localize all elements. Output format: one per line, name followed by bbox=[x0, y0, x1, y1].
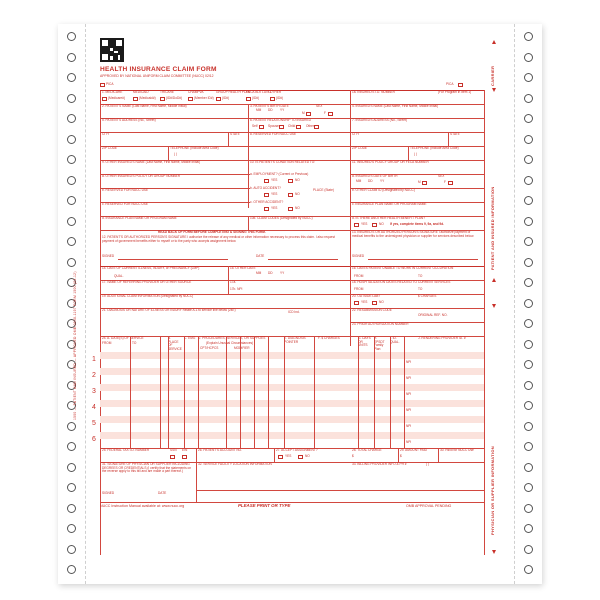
b1-champva-sub: (Member ID#) bbox=[194, 96, 214, 100]
service-column-divider bbox=[254, 336, 255, 448]
service-line-npi: NPI bbox=[406, 440, 412, 444]
b1-tricare: TRICARE bbox=[160, 90, 174, 94]
form-title: HEALTH INSURANCE CLAIM FORM bbox=[100, 66, 217, 73]
b32-divider bbox=[196, 462, 197, 502]
b13-sign-line[interactable] bbox=[368, 259, 478, 260]
tel-label-left: TELEPHONE (Include Area Code) bbox=[170, 146, 219, 150]
tractor-hole bbox=[524, 135, 533, 144]
b30-divider bbox=[438, 448, 439, 462]
tractor-hole bbox=[524, 545, 533, 554]
tractor-hole bbox=[67, 504, 76, 513]
tractor-hole bbox=[67, 94, 76, 103]
b1-tricare-sub: (ID#/DoD#) bbox=[166, 96, 183, 100]
b24i-label: I. ID. QUAL. bbox=[390, 336, 400, 344]
tractor-hole bbox=[524, 381, 533, 390]
tractor-hole bbox=[524, 73, 533, 82]
b12-date-line[interactable] bbox=[268, 259, 338, 260]
tractor-hole bbox=[524, 504, 533, 513]
b13-label: 13. INSURED'S OR AUTHORIZED PERSON'S SIGNATURE I authorize payment of medical benefits to the undersigned physician or supplier for services described below. bbox=[352, 230, 475, 238]
tractor-strip-right bbox=[514, 24, 542, 584]
b24j-label: J. RENDERING PROVIDER ID. # bbox=[418, 336, 466, 340]
service-column-divider bbox=[226, 336, 227, 448]
state-label-right: STATE bbox=[450, 132, 460, 136]
service-column-divider bbox=[240, 336, 241, 448]
tel-divider-left bbox=[168, 146, 169, 160]
b3-sex: SEX bbox=[316, 104, 323, 108]
tractor-hole bbox=[524, 196, 533, 205]
b17a-divider bbox=[228, 280, 229, 294]
b30-label: 30. Rsvd for NUCC Use bbox=[440, 448, 474, 452]
b24e-label: E. DIAGNOSIS POINTER bbox=[284, 336, 306, 344]
b15-yy: YY bbox=[280, 271, 285, 275]
tractor-hole bbox=[67, 114, 76, 123]
line-32a bbox=[196, 490, 484, 491]
b10b-label: b. AUTO ACCIDENT? bbox=[250, 186, 281, 190]
b24a-label: 24. A. DATE(S) OF SERVICE bbox=[102, 336, 144, 340]
b13-signed: SIGNED bbox=[352, 254, 365, 258]
b9-label: 9. OTHER INSURED'S NAME (Last Name, First Name, Middle Initial) bbox=[102, 160, 201, 164]
b1-medicare-sub: (Medicare#) bbox=[108, 96, 126, 100]
b10-label: 10. IS PATIENT'S CONDITION RELATED TO: bbox=[250, 160, 316, 164]
service-line-shaded bbox=[100, 352, 484, 359]
b12-date: DATE bbox=[256, 254, 265, 258]
b10c-yes: YES bbox=[271, 206, 278, 210]
b15-dd: DD bbox=[268, 271, 273, 275]
b11a-f: F bbox=[444, 180, 446, 184]
tractor-strip-left bbox=[58, 24, 86, 584]
service-column-divider bbox=[184, 336, 185, 448]
b1-champva-check[interactable] bbox=[188, 97, 193, 101]
state-label-left: STATE bbox=[230, 132, 240, 136]
b7-label: 7. INSURED'S ADDRESS (No., Street) bbox=[352, 118, 407, 122]
service-column-divider bbox=[404, 336, 405, 448]
service-line-shaded bbox=[100, 432, 484, 439]
tractor-hole bbox=[524, 299, 533, 308]
patient-arrow-down-icon bbox=[492, 304, 496, 308]
b14-label: 14. DATE OF CURRENT ILLNESS, INJURY, or PREGNANCY (LMP) bbox=[102, 266, 200, 270]
b3-mm: MM bbox=[256, 108, 262, 112]
b3-dd: DD bbox=[268, 108, 273, 112]
b15-mm: MM bbox=[256, 271, 262, 275]
line-top bbox=[100, 90, 484, 91]
tractor-hole bbox=[67, 258, 76, 267]
service-column-divider bbox=[314, 336, 315, 448]
b1-medicaid-check[interactable] bbox=[133, 97, 138, 101]
b6-other-check[interactable] bbox=[314, 125, 319, 129]
b24g-label: G. DAYS OR UNITS bbox=[358, 336, 371, 348]
b9c-label: c. RESERVED FOR NUCC USE bbox=[102, 202, 148, 206]
tel-divider-right bbox=[408, 146, 409, 160]
b10c-yes-check[interactable] bbox=[264, 207, 269, 211]
service-line-entry[interactable] bbox=[100, 375, 484, 384]
b3-label: 3. PATIENT'S BIRTH DATE bbox=[250, 104, 289, 108]
service-line-shaded bbox=[100, 400, 484, 407]
b11c-label: c. INSURANCE PLAN NAME OR PROGRAM NAME bbox=[352, 202, 427, 206]
frame-right bbox=[484, 90, 485, 555]
pica-left-box[interactable] bbox=[100, 83, 105, 87]
b10b-yes: YES bbox=[271, 192, 278, 196]
b6-label: 6. PATIENT RELATIONSHIP TO INSURED bbox=[250, 118, 311, 122]
b1-champva: CHAMPVA bbox=[188, 90, 204, 94]
b24b-label: B. PLACE OF SERVICE bbox=[168, 336, 182, 352]
b5-label: 5. PATIENT'S ADDRESS (No., Street) bbox=[102, 118, 156, 122]
b20-label: 20. OUTSIDE LAB? bbox=[352, 294, 381, 298]
b11a-dd: DD bbox=[368, 179, 373, 183]
service-line-npi: NPI bbox=[406, 392, 412, 396]
b1-group-sub: (ID#) bbox=[222, 96, 230, 100]
b27-divider bbox=[274, 448, 275, 462]
tel-label-right: TELEPHONE (Include Area Code) bbox=[410, 146, 459, 150]
b10b-yes-check[interactable] bbox=[264, 193, 269, 197]
b20-no: NO bbox=[379, 300, 384, 304]
tractor-hole bbox=[524, 155, 533, 164]
b24d-label: D. PROCEDURES, SERVICES, OR SUPPLIES bbox=[198, 336, 266, 340]
side-label-patient-insured: PATIENT AND INSURED INFORMATION bbox=[490, 186, 495, 270]
b24c-label: C. EMG bbox=[184, 336, 196, 340]
b6-other: Other bbox=[306, 124, 314, 128]
b11a-mm: MM bbox=[356, 179, 362, 183]
b33-paren: ( ) bbox=[426, 462, 430, 466]
b20-no-check[interactable] bbox=[372, 301, 377, 305]
b1-tricare-check[interactable] bbox=[160, 97, 165, 101]
b29-divider bbox=[398, 448, 399, 462]
service-line-number: 5 bbox=[92, 420, 96, 427]
service-column-divider bbox=[358, 336, 359, 448]
b16-label: 16. DATES PATIENT UNABLE TO WORK IN CURRENT OCCUPATION bbox=[352, 266, 454, 270]
service-line-npi: NPI bbox=[406, 360, 412, 364]
b11a-label: a. INSURED'S DATE OF BIRTH bbox=[352, 174, 398, 178]
service-line-shaded bbox=[100, 416, 484, 423]
service-line-entry[interactable] bbox=[100, 407, 484, 416]
tractor-hole bbox=[67, 135, 76, 144]
pica-left: PICA bbox=[106, 82, 114, 86]
b29-label: 29. AMOUNT PAID bbox=[400, 448, 427, 452]
approved-by: APPROVED BY NATIONAL UNIFORM CLAIM COMMITTEE (NUCC) 02/12 bbox=[100, 74, 214, 78]
service-line-npi: NPI bbox=[406, 376, 412, 380]
b28-dollar: $ bbox=[352, 454, 354, 458]
b9d-label: d. INSURANCE PLAN NAME OR PROGRAM NAME bbox=[102, 216, 177, 220]
service-line-number: 2 bbox=[92, 372, 96, 379]
b3-f: F bbox=[324, 111, 326, 115]
b11d-no: NO bbox=[379, 222, 384, 226]
b11d-yes: YES bbox=[361, 222, 368, 226]
b11a-yy: YY bbox=[380, 179, 385, 183]
claim-form-paper bbox=[58, 24, 542, 584]
b28-label: 28. TOTAL CHARGE bbox=[352, 448, 382, 452]
tractor-hole bbox=[67, 53, 76, 62]
side-label-physician: PHYSICIAN OR SUPPLIER INFORMATION bbox=[490, 446, 495, 535]
state-divider-left bbox=[228, 132, 229, 146]
tel-paren-right: ( ) bbox=[414, 152, 418, 156]
carrier-arrow-up-icon bbox=[492, 40, 496, 44]
b10c-label: c. OTHER ACCIDENT? bbox=[250, 200, 284, 204]
b16-to: TO bbox=[418, 274, 423, 278]
tractor-hole bbox=[524, 217, 533, 226]
service-column-divider bbox=[284, 336, 285, 448]
b14-qual: QUAL. bbox=[114, 274, 124, 278]
tractor-hole bbox=[67, 463, 76, 472]
b15-divider bbox=[228, 266, 229, 280]
tractor-hole bbox=[524, 483, 533, 492]
b10b-no-check[interactable] bbox=[288, 193, 293, 197]
b17-label: 17. NAME OF REFERRING PROVIDER OR OTHER SOURCE bbox=[102, 280, 192, 284]
service-column-divider bbox=[168, 336, 169, 448]
b6-child: Child bbox=[288, 124, 296, 128]
b1-medicaid: MEDICAID bbox=[133, 90, 149, 94]
service-line-shaded bbox=[100, 368, 484, 375]
footer-center: PLEASE PRINT OR TYPE bbox=[238, 503, 291, 508]
tractor-hole bbox=[67, 176, 76, 185]
b2-label: 2. PATIENT'S NAME (Last Name, First Name, Middle Initial) bbox=[102, 104, 187, 108]
b10d-label: 10d. CLAIM CODES (Designated by NUCC) bbox=[250, 216, 313, 220]
b24d-sub: (Explain Unusual Circumstances) bbox=[206, 341, 254, 345]
service-column-divider bbox=[390, 336, 391, 448]
tractor-hole bbox=[524, 94, 533, 103]
tractor-hole bbox=[67, 442, 76, 451]
b11d-label: d. IS THERE ANOTHER HEALTH BENEFIT PLAN? bbox=[352, 216, 425, 220]
col-split-mid-2 bbox=[248, 216, 249, 230]
tractor-hole bbox=[67, 524, 76, 533]
tractor-hole bbox=[67, 217, 76, 226]
pica-right: PICA bbox=[446, 82, 454, 86]
service-column-divider bbox=[198, 336, 199, 448]
b32-label: 32. SERVICE FACILITY LOCATION INFORMATION bbox=[198, 462, 272, 466]
col-split-right-2 bbox=[350, 266, 351, 346]
tractor-hole bbox=[67, 483, 76, 492]
service-line-npi: NPI bbox=[406, 408, 412, 412]
b33-label: 33. BILLING PROVIDER INFO & PH # bbox=[352, 462, 407, 466]
state-divider-right bbox=[448, 132, 449, 146]
b1-feca: FECA BLK LUNG bbox=[246, 90, 271, 94]
b11a-female-check[interactable] bbox=[448, 181, 453, 185]
tractor-hole bbox=[524, 53, 533, 62]
service-line-npi: NPI bbox=[406, 424, 412, 428]
cms-1500-form bbox=[73, 30, 512, 576]
b23-label: 23. PRIOR AUTHORIZATION NUMBER bbox=[352, 322, 409, 326]
qr-code bbox=[100, 38, 124, 62]
physician-arrow-down-icon bbox=[492, 550, 496, 554]
b10b-place: PLACE (State) bbox=[313, 188, 334, 192]
b3-female-check[interactable] bbox=[328, 112, 333, 116]
tractor-hole bbox=[524, 176, 533, 185]
b3-male-check[interactable] bbox=[306, 112, 311, 116]
tractor-hole bbox=[524, 258, 533, 267]
b27-no-check[interactable] bbox=[298, 455, 303, 459]
read-back-notice: READ BACK OF FORM BEFORE COMPLETING & SIGNING THIS FORM. bbox=[158, 230, 266, 234]
b31-date: DATE bbox=[158, 491, 167, 495]
b1-feca-sub: (ID#) bbox=[252, 96, 260, 100]
b20-yes: YES bbox=[361, 300, 368, 304]
tractor-hole bbox=[67, 73, 76, 82]
b25-ein-check[interactable] bbox=[182, 455, 187, 459]
b11d-no-check[interactable] bbox=[372, 223, 377, 227]
b12-sign-line[interactable] bbox=[118, 259, 228, 260]
b24h-label: H. EPSDT Family Plan bbox=[374, 336, 385, 352]
side-label-carrier: CARRIER bbox=[490, 65, 495, 86]
b27-label: 27. ACCEPT ASSIGNMENT? bbox=[276, 448, 318, 452]
b12-signed: SIGNED bbox=[102, 254, 115, 258]
tractor-hole bbox=[67, 196, 76, 205]
tractor-hole bbox=[524, 114, 533, 123]
tractor-hole bbox=[67, 565, 76, 574]
b21-label: 21. DIAGNOSIS OR NATURE OF ILLNESS OR INJURY Relate A-L to service line below (24E) bbox=[102, 308, 236, 312]
service-line-number: 3 bbox=[92, 388, 96, 395]
b21-icd: ICD Ind. bbox=[288, 310, 300, 314]
b22-label: 22. RESUBMISSION CODE bbox=[352, 308, 392, 312]
b6-spouse: Spouse bbox=[268, 124, 279, 128]
b1-other-sub: (ID#) bbox=[276, 96, 284, 100]
b1a-program: (For Program in Item 1) bbox=[438, 90, 472, 94]
b29-dollar: $ bbox=[400, 454, 402, 458]
b10b-no: NO bbox=[295, 192, 300, 196]
b31-signed: SIGNED bbox=[102, 491, 115, 495]
b11d-note: If yes, complete items 9, 9a, and 9d. bbox=[390, 222, 445, 226]
b1-medicare-check[interactable] bbox=[102, 97, 107, 101]
zip-label-right: ZIP CODE bbox=[352, 146, 367, 150]
carrier-arrow-down-icon bbox=[492, 88, 496, 92]
b25-ssn: SSN bbox=[170, 448, 177, 452]
b18-label: 18. HOSPITALIZATION DATES RELATED TO CURRENT SERVICES bbox=[352, 280, 451, 284]
tractor-hole bbox=[524, 422, 533, 431]
b25-ein: EIN bbox=[182, 448, 188, 452]
tractor-hole bbox=[524, 237, 533, 246]
b1a-label: 1a. INSURED'S I.D. NUMBER bbox=[352, 90, 395, 94]
b31-label: 31. SIGNATURE OF PHYSICIAN OR SUPPLIER INCLUDING DEGREES OR CREDENTIALS (I certify that the statements on the reverse apply to this bill and are made a part thereof.) bbox=[102, 462, 192, 474]
tractor-hole bbox=[67, 545, 76, 554]
pica-right-box[interactable] bbox=[458, 83, 463, 87]
b6-self: Self bbox=[252, 124, 258, 128]
tractor-hole bbox=[67, 155, 76, 164]
b8-label: 8. RESERVED FOR NUCC USE bbox=[250, 132, 297, 136]
b17b-label: 17b. NPI bbox=[230, 287, 243, 291]
b16-from: FROM bbox=[354, 274, 364, 278]
service-line-number: 1 bbox=[92, 356, 96, 363]
tractor-hole bbox=[524, 32, 533, 41]
b24d-cpt: CPT/HCPCS bbox=[200, 346, 219, 350]
tractor-hole bbox=[524, 319, 533, 328]
b17a-label: 17a. bbox=[230, 280, 237, 284]
b15-label: 15. OTHER DATE bbox=[230, 266, 256, 270]
b24f-label: F. $ CHARGES bbox=[318, 336, 340, 340]
b12-label: 12. PATIENT'S OR AUTHORIZED PERSON'S SIGNATURE I authorize the release of any medical or other information necessary to process this claim. I also request payment of government benefits either to myself or to the party who accepts assignment below. bbox=[102, 235, 335, 243]
tractor-hole bbox=[67, 32, 76, 41]
service-line-shaded bbox=[100, 384, 484, 391]
b10a-yes: YES bbox=[271, 178, 278, 182]
footer-right: OMB APPROVAL PENDING bbox=[406, 504, 452, 508]
b1-label: 1. MEDICARE bbox=[102, 90, 123, 94]
b1-medicaid-sub: (Medicaid#) bbox=[139, 96, 156, 100]
tractor-hole bbox=[524, 524, 533, 533]
b6-child-check[interactable] bbox=[296, 125, 301, 129]
b10a-yes-check[interactable] bbox=[264, 179, 269, 183]
b24d-modifier: MODIFIER bbox=[234, 346, 250, 350]
tel-paren-left: ( ) bbox=[174, 152, 178, 156]
b1-feca-check[interactable] bbox=[246, 97, 251, 101]
b1-other: OTHER bbox=[270, 90, 282, 94]
b9b-label: b. RESERVED FOR NUCC USE bbox=[102, 188, 149, 192]
b25-ssn-check[interactable] bbox=[170, 455, 175, 459]
b1-group-check[interactable] bbox=[216, 97, 221, 101]
tractor-hole bbox=[524, 340, 533, 349]
city-label-right: CITY bbox=[352, 132, 360, 136]
tractor-hole bbox=[67, 422, 76, 431]
side-label-left-margin: 1500 — PATIENT AND INSURED — APPROVED OMB-0938-1197 FORM 1500 (02-12) bbox=[73, 271, 77, 420]
b27-no: NO bbox=[305, 454, 310, 458]
b18-from: FROM bbox=[354, 287, 364, 291]
b20-yes-check[interactable] bbox=[354, 301, 359, 305]
service-column-divider bbox=[374, 336, 375, 448]
b9a-label: a. OTHER INSURED'S POLICY OR GROUP NUMBER bbox=[102, 174, 181, 178]
b1-group: GROUP HEALTH PLAN bbox=[216, 90, 251, 94]
col-split-mid bbox=[248, 104, 249, 208]
b10a-no: NO bbox=[295, 178, 300, 182]
b10a-label: a. EMPLOYMENT? (Current or Previous) bbox=[250, 172, 309, 176]
b27-yes-check[interactable] bbox=[278, 455, 283, 459]
b11b-label: b. OTHER CLAIM ID (Designated by NUCC) bbox=[352, 188, 415, 192]
b18-to: TO bbox=[418, 287, 423, 291]
b20-charges: $ CHARGES bbox=[418, 294, 437, 298]
service-line-number: 6 bbox=[92, 436, 96, 443]
b3-yy: YY bbox=[280, 108, 285, 112]
footer-left: NUCC Instruction Manual available at: www.nucc.org bbox=[100, 504, 185, 508]
service-column-divider bbox=[160, 336, 161, 448]
tractor-hole bbox=[524, 278, 533, 287]
b10c-no: NO bbox=[295, 206, 300, 210]
col-split-right bbox=[350, 90, 351, 266]
b11a-sex: SEX bbox=[438, 174, 445, 178]
b26-divider bbox=[196, 448, 197, 462]
b11a-m: M bbox=[418, 180, 421, 184]
b6-self-check[interactable] bbox=[259, 125, 264, 129]
service-column-divider bbox=[268, 336, 269, 448]
b25-label: 25. FEDERAL TAX I.D. NUMBER bbox=[102, 448, 150, 452]
tractor-hole bbox=[67, 237, 76, 246]
b24a-to: TO bbox=[132, 341, 137, 345]
tractor-hole bbox=[524, 401, 533, 410]
service-line-entry[interactable] bbox=[100, 423, 484, 432]
service-line-entry[interactable] bbox=[100, 439, 484, 448]
b26-label: 26. PATIENT'S ACCOUNT NO. bbox=[198, 448, 242, 452]
b6-spouse-check[interactable] bbox=[279, 125, 284, 129]
service-column-divider bbox=[130, 336, 131, 448]
city-label-left: CITY bbox=[102, 132, 110, 136]
tractor-hole bbox=[524, 442, 533, 451]
b10a-no-check[interactable] bbox=[288, 179, 293, 183]
b11a-male-check[interactable] bbox=[422, 181, 427, 185]
line-form-bottom bbox=[100, 502, 484, 503]
zip-label-left: ZIP CODE bbox=[102, 146, 117, 150]
service-line-entry[interactable] bbox=[100, 359, 484, 368]
b11-label: 11. INSURED'S POLICY GROUP OR FECA NUMBER bbox=[352, 160, 429, 164]
tractor-hole bbox=[524, 360, 533, 369]
b22-orig-ref: ORIGINAL REF. NO. bbox=[418, 313, 448, 317]
b19-label: 19. ADDITIONAL CLAIM INFORMATION (Designated by NUCC) bbox=[102, 294, 194, 298]
tractor-hole bbox=[524, 463, 533, 472]
service-line-entry[interactable] bbox=[100, 391, 484, 400]
b1-other-check[interactable] bbox=[270, 97, 275, 101]
b4-label: 4. INSURED'S NAME (Last Name, First Name, Middle Initial) bbox=[352, 104, 438, 108]
tractor-hole bbox=[524, 565, 533, 574]
b3-m: M bbox=[302, 111, 305, 115]
b10c-no-check[interactable] bbox=[288, 207, 293, 211]
service-line-number: 4 bbox=[92, 404, 96, 411]
b27-yes: YES bbox=[285, 454, 292, 458]
b11d-yes-check[interactable] bbox=[354, 223, 359, 227]
patient-arrow-up-icon bbox=[492, 278, 496, 282]
b24a-from: FROM bbox=[102, 341, 112, 345]
